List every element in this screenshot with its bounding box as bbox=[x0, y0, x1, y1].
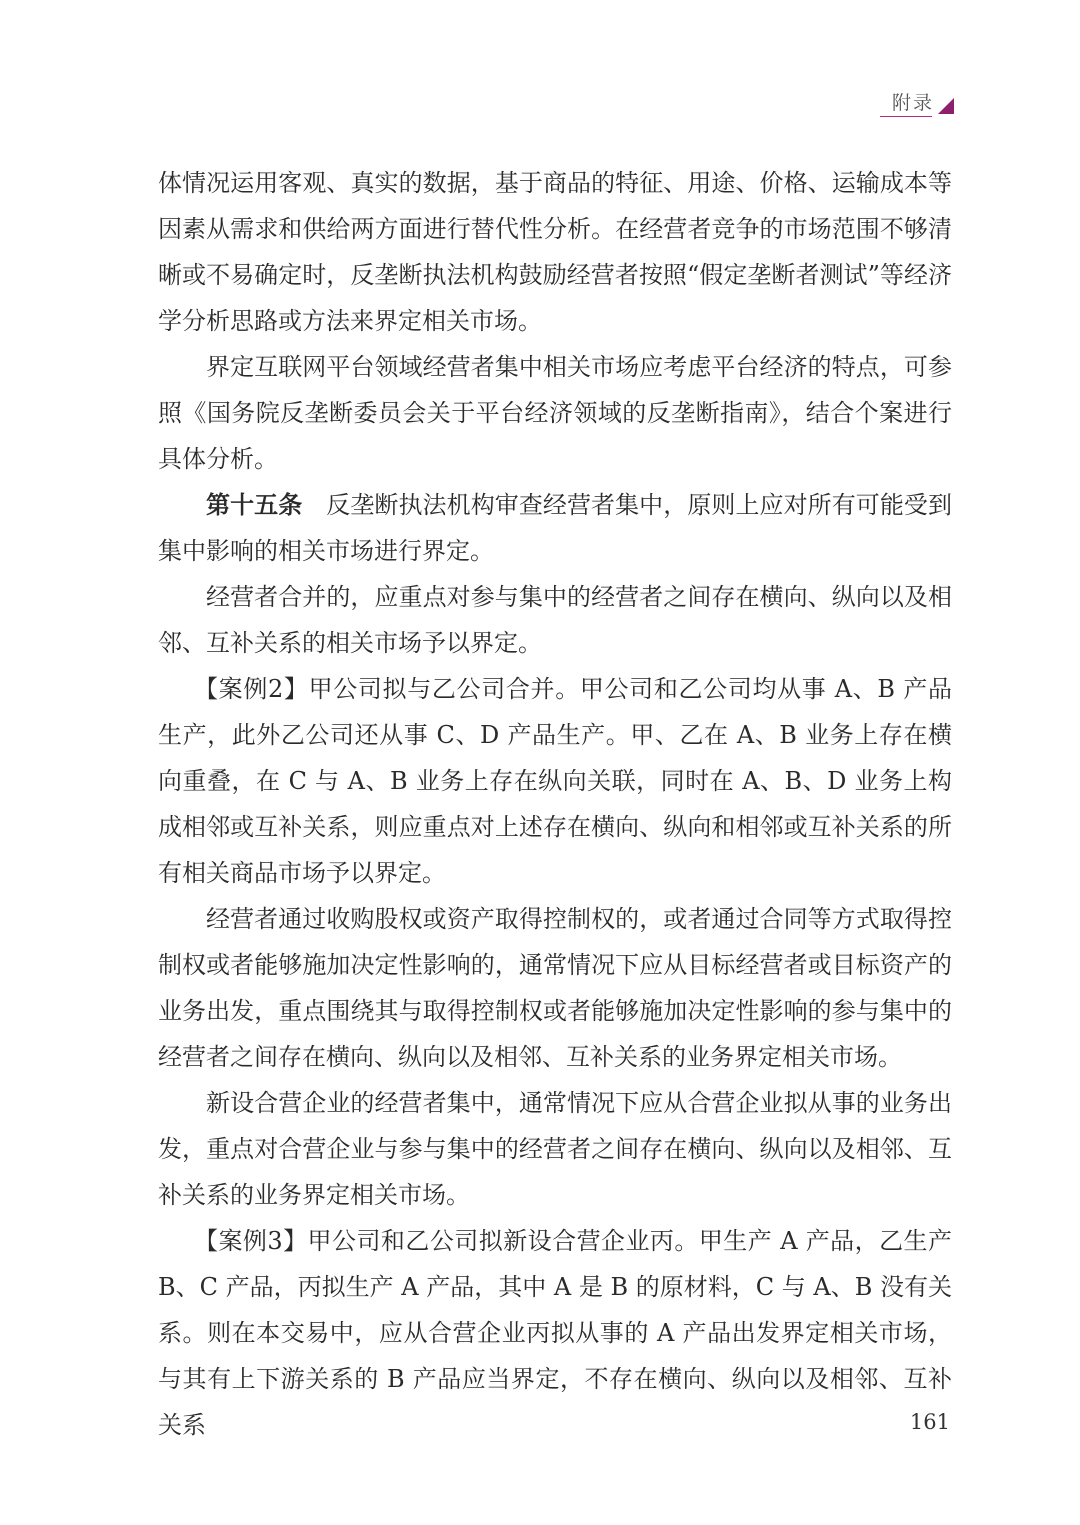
header-triangle-mark bbox=[938, 98, 954, 114]
paragraph-merger: 经营者合并的，应重点对参与集中的经营者之间存在横向、纵向以及相邻、互补关系的相关市场予以界定。 bbox=[158, 583, 952, 657]
page-number: 161 bbox=[909, 1410, 950, 1434]
case-2: 【案例2】甲公司拟与乙公司合并。甲公司和乙公司均从事 A、B 产品生产，此外乙公司还从事 C、D 产品生产。甲、乙在 A、B 业务上存在横向重叠，在 C 与 A、B 业务上存在纵向关联，同时在 A、B、D 业务上构成相邻或互补关系，则应重点对上述存在横向、纵向和相邻或互补关系的所有相关商品市场予以界定。 bbox=[158, 675, 952, 887]
running-header bbox=[834, 88, 954, 128]
paragraph-1: 体情况运用客观、真实的数据，基于商品的特征、用途、价格、运输成本等因素从需求和供给两方面进行替代性分析。在经营者竞争的市场范围不够清晰或不易确定时，反垄断执法机构鼓励经营者按照“假定垄断者测试”等经济学分析思路或方法来界定相关市场。 bbox=[158, 169, 952, 335]
body-text bbox=[158, 160, 952, 1448]
article-15-heading: 第十五条 bbox=[206, 490, 303, 519]
paragraph-2: 界定互联网平台领域经营者集中相关市场应考虑平台经济的特点，可参照《国务院反垄断委员会关于平台经济领域的反垄断指南》，结合个案进行具体分析。 bbox=[158, 353, 952, 473]
case-3: 【案例3】甲公司和乙公司拟新设合营企业丙。甲生产 A 产品，乙生产 B、C 产品，丙拟生产 A 产品，其中 A 是 B 的原材料，C 与 A、B 没有关系。则在本交易中，应从合营企业丙拟从事的 A 产品出发界定相关市场，与其有上下游关系的 B 产品应当界定，不存在横向、纵向以及相邻、互补关系 bbox=[158, 1227, 952, 1439]
article-15-body: 反垄断执法机构审查经营者集中，原则上应对所有可能受到集中影响的相关市场进行界定。 bbox=[158, 491, 953, 565]
paragraph-acquisition: 经营者通过收购股权或资产取得控制权的，或者通过合同等方式取得控制权或者能够施加决定性影响的，通常情况下应从目标经营者或目标资产的业务出发，重点围绕其与取得控制权或者能够施加决定性影响的参与集中的经营者之间存在横向、纵向以及相邻、互补关系的业务界定相关市场。 bbox=[158, 905, 952, 1071]
paragraph-joint-venture: 新设合营企业的经营者集中，通常情况下应从合营企业拟从事的业务出发，重点对合营企业与参与集中的经营者之间存在横向、纵向以及相邻、互补关系的业务界定相关市场。 bbox=[158, 1089, 952, 1209]
section-label: 附录 bbox=[891, 92, 934, 114]
header-rule bbox=[880, 116, 932, 117]
article-15 bbox=[158, 482, 952, 574]
